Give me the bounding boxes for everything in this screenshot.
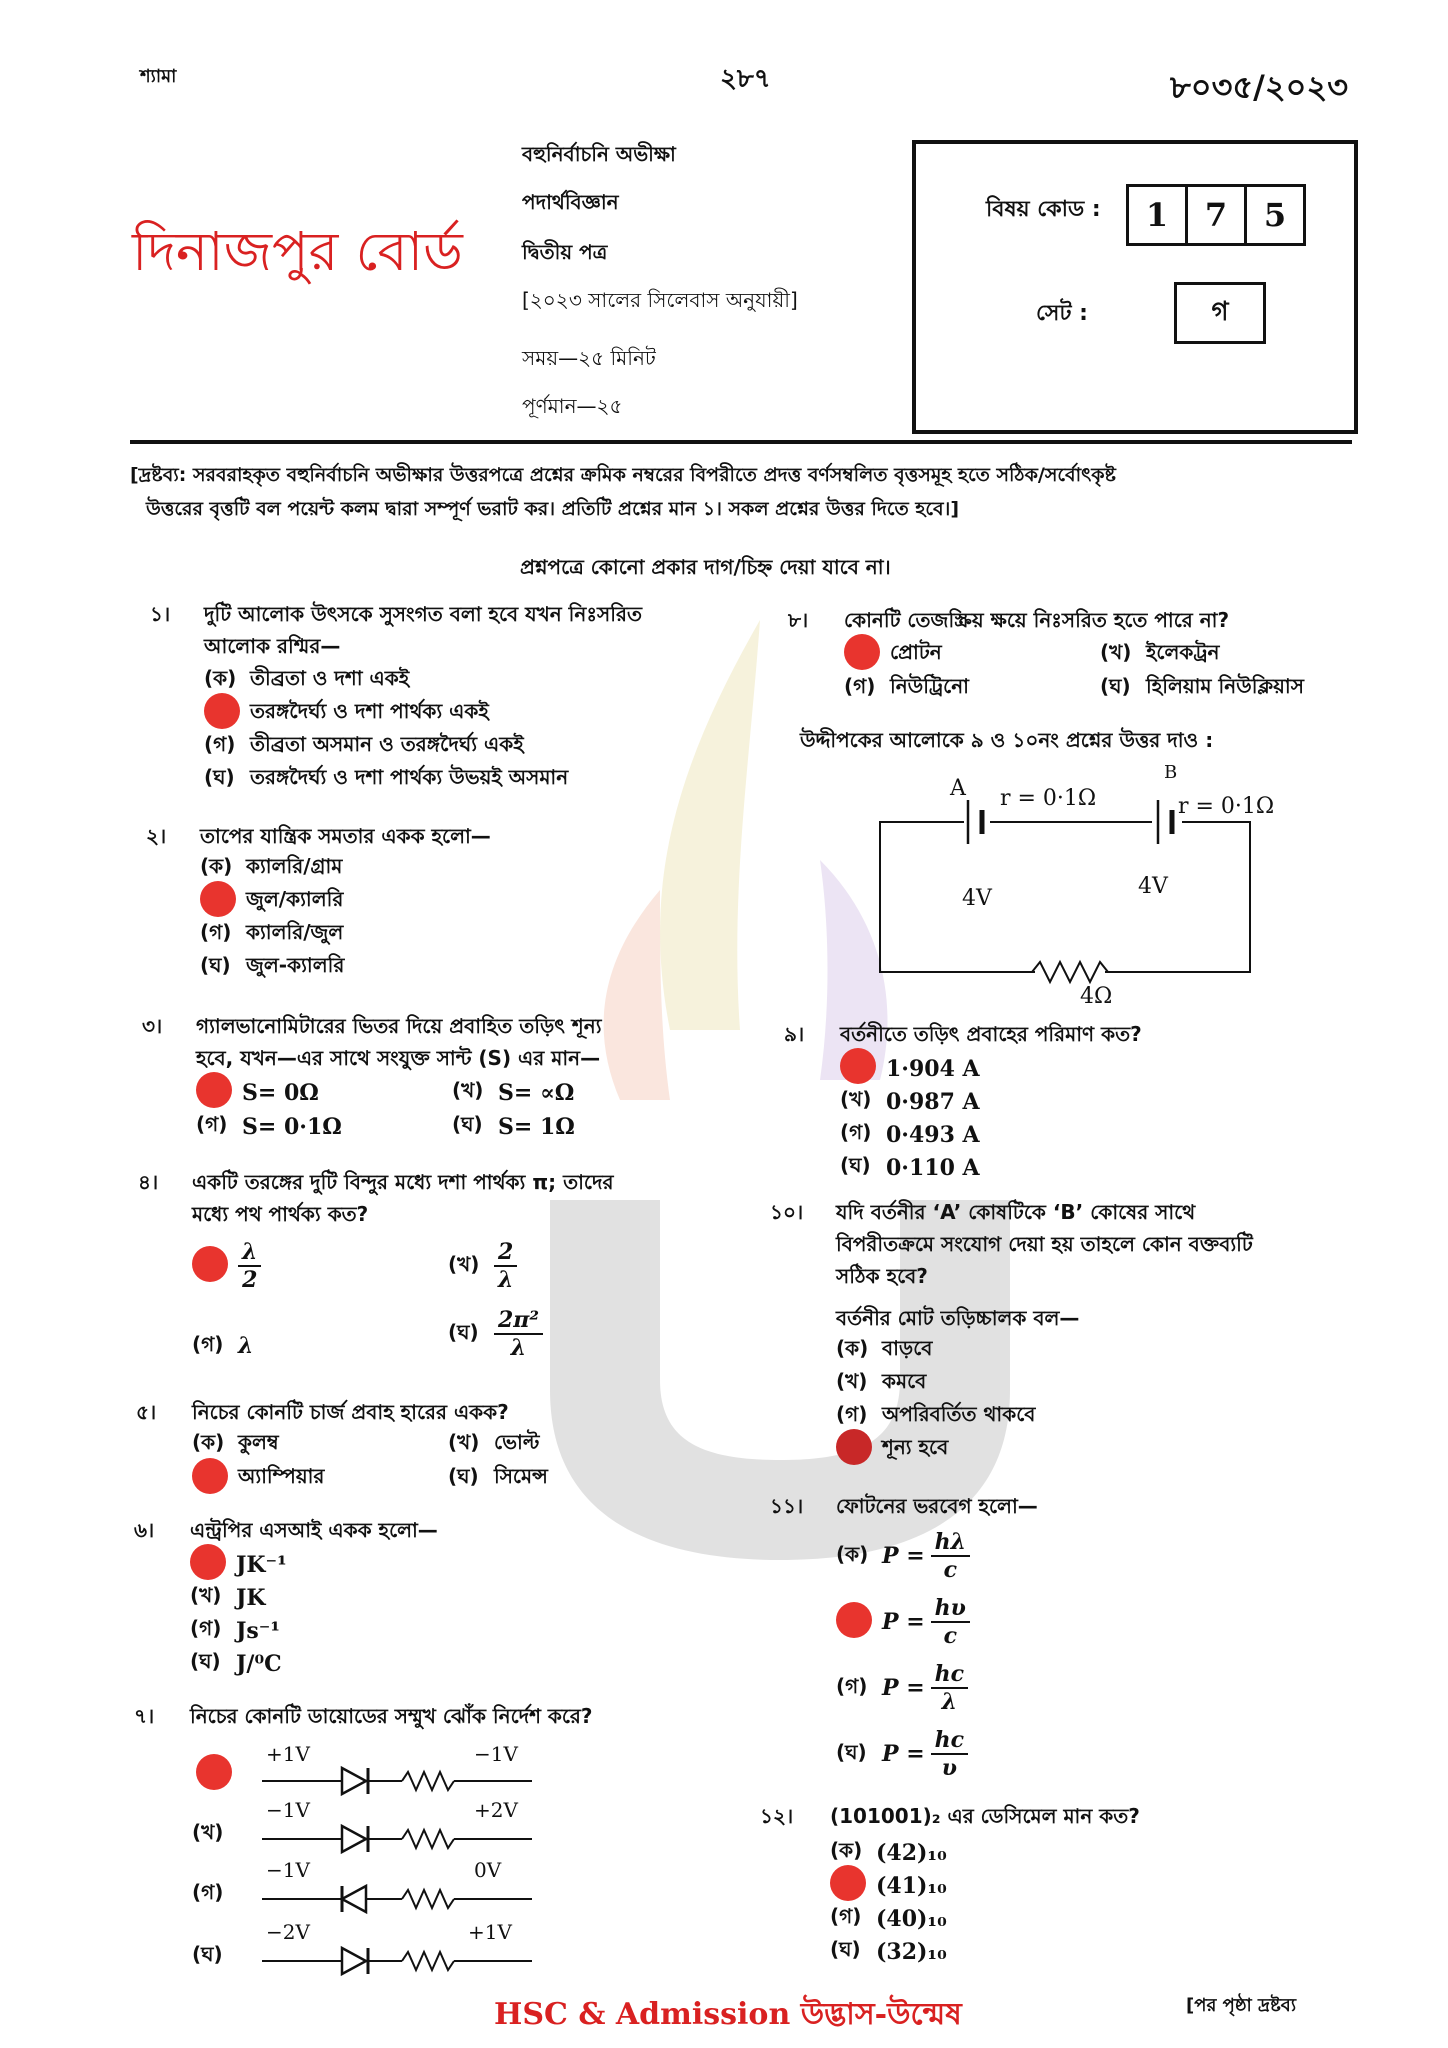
option-text: নিউট্রিনো [890,674,969,698]
option-text: কমবে [882,1369,927,1393]
fraction: $\frac{hc}{\lambda}$ [931,1661,968,1715]
fraction: $\frac{h\lambda}{c}$ [931,1529,970,1583]
q6-option-b[interactable] [190,1581,287,1614]
diode-circuit-icon [262,1822,532,1856]
answer-dot [836,1429,872,1465]
q9-option-a[interactable] [840,1052,980,1085]
option-text: S= 0·1Ω [242,1113,342,1140]
option-text: অ্যাম্পিয়ার [238,1464,325,1488]
momentum-symbol: P = [882,1675,925,1701]
cell-b-resistance: r = 0·1Ω [1178,794,1275,819]
exam-code: ৮০৩৫/২০২৩ [1170,68,1349,106]
q3-option-b[interactable] [452,1076,574,1109]
q6-option-d[interactable] [190,1647,287,1680]
q4-line2: মধ্যে পথ পার্থক্য কত? [192,1202,369,1226]
option-text: J/⁰C [236,1650,282,1677]
subject-code-digit: 7 [1188,184,1247,246]
q1-line1: দুটি আলোক উৎসকে সুসংগত বলা হবে যখন নিঃসরিত [204,602,642,626]
option-label: (ঘ) [448,1319,479,1344]
q2-text: তাপের যান্ত্রিক সমতার একক হলো— [200,824,491,848]
q3-option-c[interactable] [196,1110,342,1143]
subject-code-label: বিষয় কোড : [986,197,1101,222]
q4-option-a[interactable] [192,1234,261,1298]
voltage-right: +2V [474,1798,518,1822]
q10-number: ১০। [770,1200,804,1224]
q3-option-d[interactable] [452,1110,575,1143]
q9-options [840,1052,980,1184]
q3-line1: গ্যালভানোমিটারের ভিতর দিয়ে প্রবাহিত তড়িৎ শূন্য [196,1014,602,1038]
q11-number: ১১। [770,1494,804,1518]
q12-option-c[interactable] [830,1902,947,1935]
option-label: (ঘ) [204,765,235,789]
q7-option-c[interactable] [192,1858,532,1918]
q12-text: (101001)₂ এর ডেসিমেল মান কত? [830,1804,1140,1828]
q11-option-a[interactable] [836,1524,970,1588]
option-label: (গ) [192,1331,224,1356]
option-label: (গ) [836,1673,868,1698]
q3-line2: হবে, যখন—এর সাথে সংযুক্ত সান্ট (S) এর মান— [196,1046,601,1070]
header-divider [130,440,1352,444]
option-text: অপরিবর্তিত থাকবে [882,1402,1036,1426]
q9-option-c[interactable] [840,1118,980,1151]
q11-option-d[interactable] [836,1722,968,1786]
q6-option-a[interactable] [190,1548,287,1581]
option-text: (41)₁₀ [876,1872,947,1899]
q9-option-d[interactable] [840,1151,980,1184]
q9-text: বর্তনীতে তড়িৎ প্রবাহের পরিমাণ কত? [840,1022,1142,1046]
option-text: তরঙ্গদৈর্ঘ্য ও দশা পার্থক্য উভয়ই অসমান [250,765,569,789]
q12-options [830,1836,947,1968]
q5-option-c[interactable] [192,1462,324,1495]
option-label: (ক) [204,666,237,690]
q1-options [204,664,568,796]
option-label: (ঘ) [192,1942,223,1966]
option-label: (গ) [840,1120,872,1144]
option-text: ইলেকট্রন [1146,640,1220,664]
q1-option-c[interactable] [204,730,568,763]
q6-text: এন্ট্রপির এসআই একক হলো— [190,1518,438,1542]
q12-option-b[interactable] [830,1869,947,1902]
exam-type: বহুনির্বাচনি অভীক্ষা [522,142,676,166]
q1-option-a[interactable] [204,664,568,697]
option-label: (খ) [840,1087,872,1111]
left-tag: শ্যামা [140,66,177,87]
option-label: (গ) [200,920,232,944]
answer-dot [836,1602,872,1638]
option-text: বাড়বে [882,1336,933,1360]
q4-number: ৪। [138,1170,159,1194]
option-label: (গ) [836,1402,868,1426]
answer-dot [200,881,236,917]
q2-option-b[interactable] [200,885,344,918]
q6-options [190,1548,287,1680]
answer-dot [192,1458,228,1494]
option-text: তীব্রতা অসমান ও তরঙ্গদৈর্ঘ্য একই [250,732,524,756]
q10-option-a[interactable] [836,1334,1035,1367]
answer-dot [844,634,880,670]
option-label: (খ) [836,1369,868,1393]
instruction-line1: [দ্রষ্টব্য: সরবরাহকৃত বহুনির্বাচনি অভীক্ষার উত্তরপত্রে প্রশ্নের ক্রমিক নম্বরের বিপরীতে প্রদত্ত বর্ণসম্বলিত বৃত্তসমূহ হতে সঠিক/সর্বোৎকৃষ্ট [130,464,1116,486]
option-label: (খ) [448,1251,480,1276]
answer-dot [204,693,240,729]
option-label: (ক) [200,854,233,878]
q8-option-c[interactable] [844,672,969,705]
option-text: (42)₁₀ [876,1839,947,1866]
option-text: S= 0Ω [242,1079,319,1106]
option-label: (ঘ) [830,1937,861,1961]
q10-text [836,1196,1253,1292]
q2-options [200,852,344,984]
option-label: (ঘ) [200,953,231,977]
q7-number: ৭। [134,1704,155,1728]
fraction: $\frac{\text{2π²}}{\lambda}$ [494,1307,543,1361]
q4-option-c[interactable] [192,1314,253,1378]
q2-option-d[interactable] [200,951,344,984]
syllabus-note: [২০২৩ সালের সিলেবাস অনুযায়ী] [522,288,798,312]
option-text: ক্যালরি/জুল [246,920,344,944]
option-text: ভোল্ট [494,1430,540,1454]
q7-option-a[interactable] [192,1742,532,1798]
option-text: 0·110 A [886,1154,980,1181]
voltage-right: 0V [474,1858,502,1882]
subject-code-digits [1126,184,1306,246]
subject-code-digit: 1 [1126,184,1188,246]
option-text: Js⁻¹ [236,1617,281,1644]
option-label: (ক) [836,1336,869,1360]
q7-text: নিচের কোনটি ডায়োডের সম্মুখ ঝোঁক নির্দেশ করে? [190,1704,593,1728]
q5-text: নিচের কোনটি চার্জ প্রবাহ হারের একক? [192,1400,509,1424]
q9-option-b[interactable] [840,1085,980,1118]
q6-option-c[interactable] [190,1614,287,1647]
q10-options [836,1334,1035,1466]
no-marks-warning: প্রশ্নপত্রে কোনো প্রকার দাগ/চিহ্ন দেয়া যাবে না। [520,555,891,579]
voltage-right: +1V [468,1920,512,1944]
option-label: (ঘ) [190,1649,221,1673]
set-value: গ [1174,282,1266,344]
diode-circuit-icon [262,1882,532,1916]
option-text: প্রোটন [890,640,942,664]
paper-name: দ্বিতীয় পত্র [522,240,608,264]
cell-a-label: A [950,776,966,801]
q8-option-d[interactable] [1100,672,1304,705]
option-text: হিলিয়াম নিউক্লিয়াস [1146,674,1304,698]
fraction: $\frac{\lambda}{2}$ [238,1239,261,1293]
option-text: JK [236,1584,266,1611]
q12-number: ১২। [760,1804,794,1828]
subject-code-digit: 5 [1247,184,1306,246]
option-text: S= 1Ω [498,1113,575,1140]
option-label: (গ) [192,1880,224,1904]
q7-option-b[interactable] [192,1798,532,1858]
voltage-right: −1V [474,1742,518,1766]
option-text: (32)₁₀ [876,1938,947,1965]
option-text: শূন্য হবে [882,1435,949,1459]
exam-time: সময়—২৫ মিনিট [522,346,656,370]
stem-text: উদ্দীপকের আলোকে ৯ ও ১০নং প্রশ্নের উত্তর দাও : [800,728,1214,752]
option-label: (গ) [190,1616,222,1640]
momentum-symbol: P = [882,1543,925,1569]
q5-number: ৫। [136,1400,157,1424]
resistor-value: 4Ω [1080,984,1113,1009]
q5-option-d[interactable] [448,1462,548,1495]
q5-option-a[interactable] [192,1428,279,1461]
q10-line3: সঠিক হবে? [836,1264,928,1288]
footer-brand: HSC & Admission উদ্ভাস-উন্মেষ [494,1997,962,2032]
set-label: সেট : [1036,301,1088,326]
code-box [912,140,1358,434]
next-page-note: [পর পৃষ্ঠা দ্রষ্টব্য [1186,1995,1297,2016]
q12-option-d[interactable] [830,1935,947,1968]
option-text: 0·493 A [886,1121,980,1148]
option-label: (ঘ) [448,1464,479,1488]
option-label: (ক) [830,1838,863,1862]
option-label: (ঘ) [836,1739,867,1764]
q5-option-b[interactable] [448,1428,539,1461]
instruction-line2: উত্তরের বৃত্তটি বল পয়েন্ট কলম দ্বারা সম্পূর্ণ ভরাট কর। প্রতিটি প্রশ্নের মান ১। সকল প্রশ্নের উত্তর দিতে হবে।] [146,498,960,520]
option-text: তরঙ্গদৈর্ঘ্য ও দশা পার্থক্য একই [250,699,489,723]
option-text: তীব্রতা ও দশা একই [250,666,410,690]
q11-option-c[interactable] [836,1656,968,1720]
option-label: (ঘ) [452,1112,483,1136]
answer-dot [196,1072,232,1108]
fraction: $\frac{hc}{\upsilon}$ [931,1727,968,1781]
option-text: JK⁻¹ [236,1551,287,1578]
diode-circuit-icon [262,1944,532,1978]
option-text: λ [238,1333,254,1359]
q8-option-b[interactable] [1100,638,1219,671]
q4-option-b[interactable] [448,1234,517,1298]
q3-option-a[interactable] [196,1076,319,1109]
cell-a-emf: 4V [962,886,992,911]
cell-b-emf: 4V [1138,874,1168,899]
option-text: ক্যালরি/গ্রাম [246,854,343,878]
q8-text: কোনটি তেজস্ক্রিয় ক্ষয়ে নিঃসরিত হতে পারে না? [844,608,1230,632]
cell-b-label: B [1164,762,1178,783]
q1-option-b[interactable] [204,697,568,730]
page-number: ২৮৭ [720,64,771,94]
q1-option-d[interactable] [204,763,568,796]
option-text: 1·904 A [886,1055,980,1082]
option-label: (খ) [448,1430,480,1454]
option-label: (গ) [196,1112,228,1136]
q11-text: ফোটনের ভরবেগ হলো— [836,1494,1038,1518]
q8-number: ৮। [788,608,809,632]
fraction: $\frac{2}{\lambda}$ [494,1239,517,1293]
q6-number: ৬। [134,1518,155,1542]
answer-dot [190,1544,226,1580]
option-label: (ঘ) [1100,674,1131,698]
q10-subtext: বর্তনীর মোট তড়িচ্চালক বল— [836,1306,1080,1330]
option-text: S= ∝Ω [498,1079,575,1106]
voltage-left: −1V [266,1858,310,1882]
q10-option-d[interactable] [836,1433,1035,1466]
option-label: (খ) [1100,640,1132,664]
q4-option-d[interactable] [448,1302,543,1366]
q8-option-a[interactable] [844,638,942,671]
option-text: (40)₁₀ [876,1905,947,1932]
q3-number: ৩। [142,1014,163,1038]
answer-dot [196,1754,232,1790]
q3-text [196,1010,602,1074]
q4-line1: একটি তরঙ্গের দুটি বিন্দুর মধ্যে দশা পার্থক্য π; তাদের [192,1170,614,1194]
option-label: (খ) [452,1078,484,1102]
answer-dot [192,1246,228,1282]
option-text: 0·987 A [886,1088,980,1115]
q1-line2: আলোক রশ্মির— [204,634,341,658]
q2-option-c[interactable] [200,918,344,951]
voltage-left: −2V [266,1920,310,1944]
q2-number: ২। [146,824,167,848]
answer-dot [830,1865,866,1901]
option-text: জুল/ক্যালরি [246,887,344,911]
option-label: (খ) [192,1820,224,1844]
q1-number: ১। [150,602,171,626]
diode-circuit-icon [262,1764,532,1798]
option-label: (গ) [204,732,236,756]
option-label: (ক) [836,1541,869,1566]
q10-option-b[interactable] [836,1367,1035,1400]
voltage-left: +1V [266,1742,310,1766]
momentum-symbol: P = [882,1609,925,1635]
option-text: সিমেন্স [494,1464,548,1488]
fraction: $\frac{h\upsilon}{c}$ [931,1595,970,1649]
voltage-left: −1V [266,1798,310,1822]
full-marks: পূর্ণমান—২৫ [522,394,623,418]
q10-line1: যদি বর্তনীর ‘A’ কোষটিকে ‘B’ কোষের সাথে [836,1200,1196,1224]
q10-line2: বিপরীতক্রমে সংযোগ দেয়া হয় তাহলে কোন বক্তব্যটি [836,1232,1253,1256]
option-label: (খ) [190,1583,222,1607]
option-label: (গ) [830,1904,862,1928]
momentum-symbol: P = [882,1741,925,1767]
q1-text [204,598,642,662]
q11-option-b[interactable] [836,1590,970,1654]
option-label: (ঘ) [840,1153,871,1177]
q4-text [192,1166,613,1230]
option-label: (ক) [192,1430,225,1454]
board-title: দিনাজপুর বোর্ড [132,220,463,283]
option-text: জুল-ক্যালরি [246,953,345,977]
cell-a-resistance: r = 0·1Ω [1000,786,1097,811]
subject-name: পদার্থবিজ্ঞান [522,190,619,214]
q9-number: ৯। [784,1022,805,1046]
option-label: (গ) [844,674,876,698]
q7-option-d[interactable] [192,1920,532,1980]
option-text: কুলম্ব [238,1430,279,1454]
answer-dot [840,1048,876,1084]
